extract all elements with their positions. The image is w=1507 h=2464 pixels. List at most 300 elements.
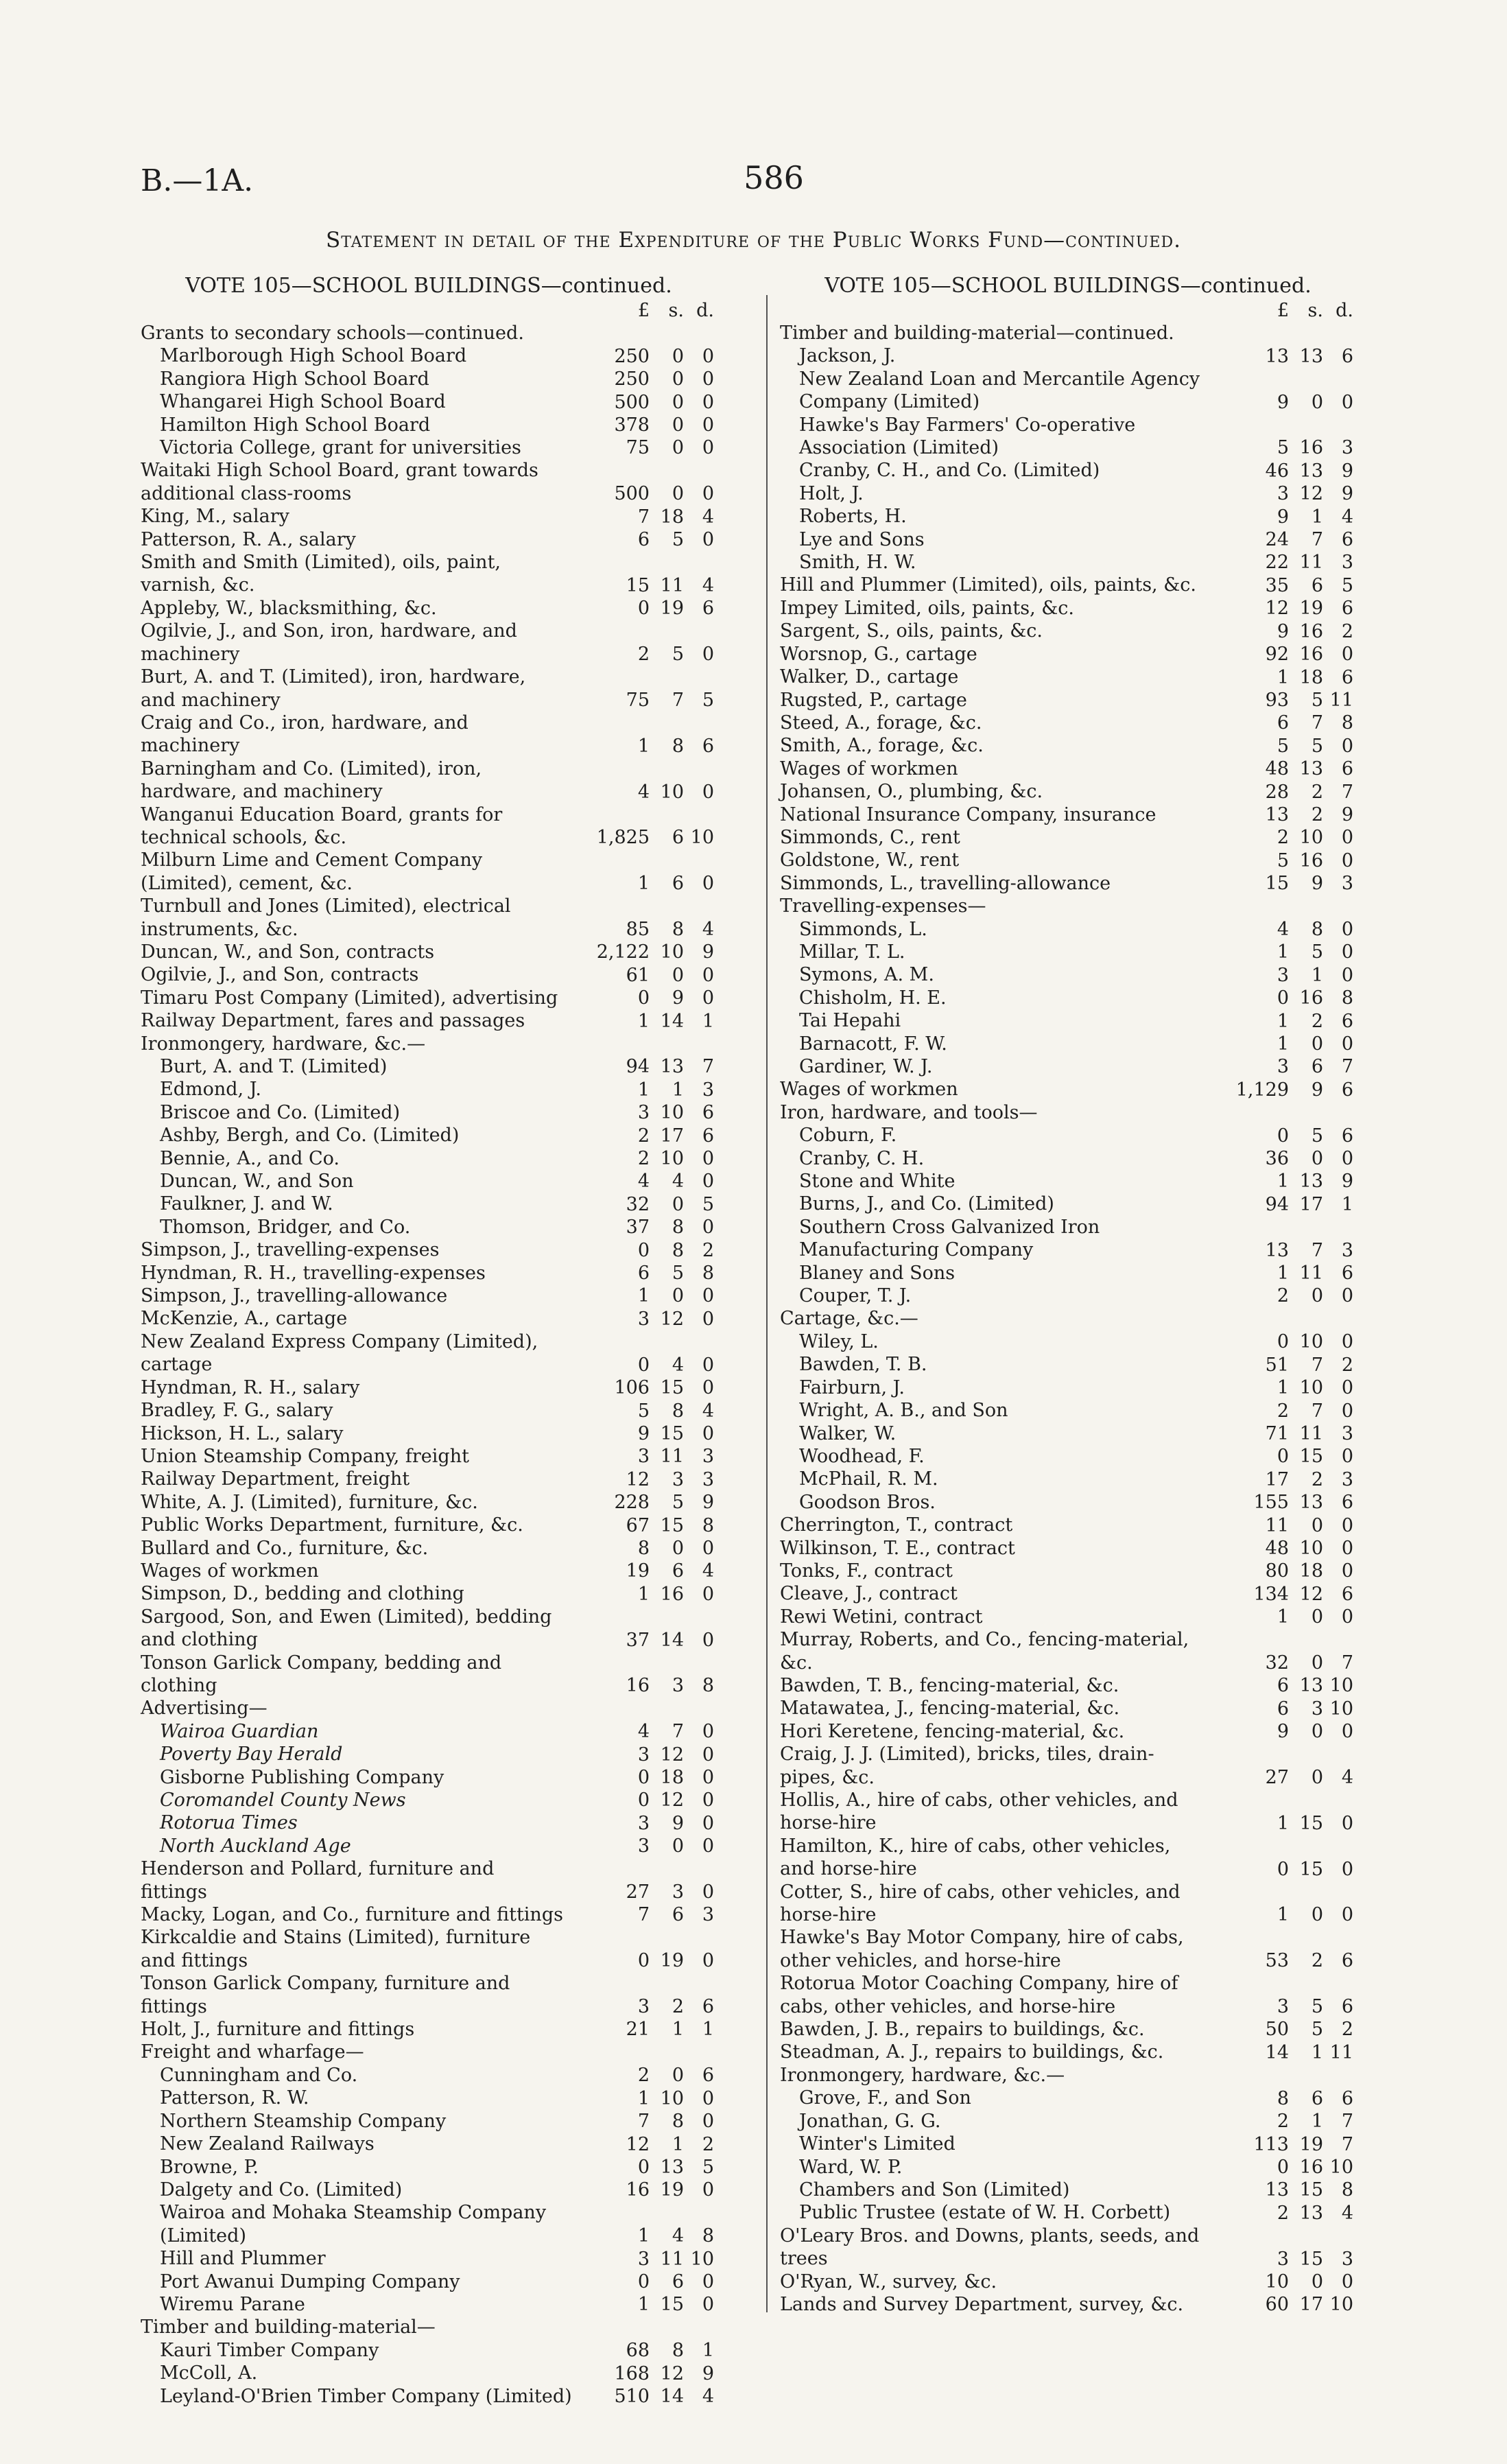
entry-amount — [1212, 1766, 1356, 1789]
amount-shillings: 10 — [660, 1148, 684, 1170]
ledger-entry — [780, 826, 1356, 849]
amount-pounds: 228 — [614, 1492, 650, 1514]
entry-amount — [1212, 987, 1356, 1009]
amount-shillings: 15 — [1299, 1446, 1323, 1468]
entry-description: Jackson, J. — [799, 345, 896, 367]
amount-pounds: 94 — [626, 1056, 650, 1078]
entry-amount — [1212, 1491, 1356, 1514]
entry-description: Roberts, H. — [799, 506, 907, 528]
amount-pence: 4 — [1341, 1767, 1353, 1788]
amount-pounds: 1 — [637, 1583, 650, 1605]
entry-amount — [573, 391, 717, 414]
entry-amount — [1212, 2202, 1356, 2225]
entry-amount — [573, 781, 717, 803]
amount-shillings: 18 — [660, 506, 684, 528]
ledger-entry — [780, 780, 1356, 803]
amount-pounds: 7 — [637, 2111, 650, 2133]
entry-amount — [573, 918, 717, 941]
ledger-entry — [141, 1560, 717, 1582]
amount-shillings: 17 — [1299, 2294, 1323, 2316]
entry-description: Steadman, A. J., repairs to buildings, &c. — [780, 2041, 1164, 2063]
ledger-entry — [780, 1078, 1356, 1101]
document-code: B.—1A. — [141, 163, 254, 198]
amount-shillings: 2 — [1311, 1950, 1323, 1972]
ledger-entry — [141, 1009, 717, 1032]
entry-description: Dalgety and Co. (Limited) — [160, 2179, 403, 2201]
entry-description: Barnacott, F. W. — [799, 1033, 947, 1055]
amount-pence: 0 — [702, 1881, 714, 1903]
ledger-entry — [141, 2133, 717, 2155]
amount-shillings: 10 — [1299, 1331, 1323, 1353]
ledger-entry — [780, 1468, 1356, 1490]
shillings-header: s. — [668, 300, 684, 321]
entry-amount — [1212, 597, 1356, 620]
ledger-entry — [141, 2156, 717, 2179]
entry-description: Railway Department, fares and passages — [141, 1010, 525, 1032]
ledger-entry — [141, 987, 717, 1009]
amount-pounds: 1 — [637, 735, 650, 757]
entry-description: Faulkner, J. and W. — [160, 1193, 333, 1215]
amount-shillings: 13 — [1299, 758, 1323, 780]
amount-pounds: 3 — [637, 1102, 650, 1124]
amount-pounds: 71 — [1265, 1422, 1289, 1444]
entry-description: Whangarei High School Board — [160, 391, 446, 413]
amount-shillings: 0 — [1311, 1033, 1323, 1055]
amount-pounds: 1 — [637, 1285, 650, 1307]
amount-pounds: 67 — [626, 1514, 650, 1536]
ledger-entry — [141, 390, 717, 413]
entry-description: Sargent, S., oils, paints, &c. — [780, 620, 1043, 642]
entry-amount — [1212, 1995, 1356, 2018]
entry-description: Walker, D., cartage — [780, 666, 959, 688]
amount-pence: 4 — [702, 1560, 714, 1582]
entry-amount — [1212, 322, 1356, 344]
amount-shillings: 14 — [660, 2385, 684, 2407]
amount-pounds: 35 — [1265, 574, 1289, 596]
ledger-entry — [141, 1835, 717, 1857]
ledger-entry — [780, 528, 1356, 551]
amount-shillings: 0 — [672, 1537, 684, 1559]
amount-shillings: 8 — [672, 918, 684, 940]
entry-description: Union Steamship Company, freight — [141, 1445, 469, 1467]
amount-pounds: 3 — [637, 1812, 650, 1834]
entry-amount — [1212, 666, 1356, 689]
ledger-entry — [780, 963, 1356, 986]
amount-pounds: 61 — [626, 964, 650, 986]
entry-amount — [573, 1376, 717, 1399]
entry-amount — [1212, 1376, 1356, 1399]
amount-pence: 9 — [702, 1492, 714, 1514]
entry-description: Sargood, Son, and Ewen (Limited), bedding and clothing — [141, 1606, 552, 1651]
ledger-entry — [780, 895, 1356, 917]
amount-shillings: 5 — [672, 1492, 684, 1514]
entry-description: Chambers and Son (Limited) — [799, 2179, 1070, 2201]
amount-pence: 0 — [1341, 1514, 1353, 1536]
amount-pounds: 378 — [614, 414, 650, 436]
ledger-entry — [141, 1491, 717, 1514]
amount-pounds: 16 — [626, 1675, 650, 1697]
entry-description: Briscoe and Co. (Limited) — [160, 1101, 401, 1123]
amount-pounds: 75 — [626, 689, 650, 711]
amount-pounds: 6 — [1277, 712, 1289, 734]
amount-pounds: 46 — [1265, 460, 1289, 482]
entry-description: Stone and White — [799, 1171, 956, 1193]
entry-amount — [1212, 574, 1356, 597]
amount-pence: 4 — [702, 506, 714, 528]
entry-amount — [1212, 1330, 1356, 1353]
amount-pounds: 16 — [626, 2179, 650, 2201]
amount-shillings: 15 — [660, 1377, 684, 1399]
ledger-entry — [141, 895, 717, 941]
amount-pounds: 4 — [637, 781, 650, 803]
entry-description: Cleave, J., contract — [780, 1583, 958, 1605]
amount-shillings: 0 — [672, 964, 684, 986]
amount-shillings: 11 — [660, 574, 684, 596]
ledger-entry — [141, 849, 717, 895]
amount-pence: 0 — [702, 2179, 714, 2201]
entry-description: Rugsted, P., cartage — [780, 689, 967, 711]
amount-pence: 0 — [702, 1308, 714, 1330]
ledger-entry — [141, 758, 717, 803]
entry-description: Northern Steamship Company — [160, 2110, 447, 2132]
ledger-entry — [780, 2018, 1356, 2041]
entry-description: Wages of workmen — [780, 758, 958, 779]
ledger-entry — [780, 551, 1356, 574]
entry-amount — [1212, 1858, 1356, 1881]
entry-amount — [1212, 1010, 1356, 1033]
ledger-entry — [141, 2339, 717, 2362]
amount-pence: 6 — [702, 1102, 714, 1124]
amount-pounds: 19 — [626, 1560, 650, 1582]
amount-shillings: 1 — [1311, 506, 1323, 528]
entry-amount — [573, 964, 717, 987]
amount-pence: 0 — [1341, 1721, 1353, 1743]
entry-description: Wages of workmen — [141, 1560, 319, 1582]
ledger-entry — [141, 1055, 717, 1078]
entry-description: Hill and Plummer (Limited), oils, paints, &c. — [780, 574, 1196, 596]
amount-pounds: 13 — [1265, 803, 1289, 825]
entry-description: Hawke's Bay Motor Company, hire of cabs, other vehicles, and horse-hire — [780, 1927, 1184, 1971]
amount-shillings: 13 — [1299, 1171, 1323, 1193]
amount-pence: 9 — [702, 2362, 714, 2384]
amount-shillings: 4 — [672, 1354, 684, 1376]
entry-description: Grove, F., and Son — [799, 2087, 971, 2109]
ledger-entry — [141, 963, 717, 986]
entry-amount — [573, 1949, 717, 1972]
amount-pounds: 1 — [637, 2087, 650, 2109]
ledger-entry — [141, 1468, 717, 1490]
amount-shillings: 10 — [1299, 1377, 1323, 1399]
entry-amount — [1212, 1903, 1356, 1926]
entry-description: Hori Keretene, fencing-material, &c. — [780, 1720, 1125, 1742]
amount-pence: 0 — [702, 1217, 714, 1239]
page-number: 586 — [744, 159, 804, 196]
ledger-entry — [141, 1720, 717, 1743]
amount-pounds: 27 — [1265, 1767, 1289, 1788]
entry-amount — [1212, 941, 1356, 963]
entry-amount — [573, 2271, 717, 2293]
entry-description: Smith, A., forage, &c. — [780, 735, 984, 757]
amount-shillings: 14 — [660, 1629, 684, 1651]
amount-pence: 6 — [702, 2065, 714, 2087]
amount-pounds: 134 — [1253, 1583, 1289, 1605]
amount-pounds: 92 — [1265, 644, 1289, 666]
ledger-entry — [780, 643, 1356, 666]
amount-pence: 3 — [702, 1904, 714, 1926]
amount-pounds: 1 — [1277, 1263, 1289, 1284]
entry-description: Browne, P. — [160, 2156, 259, 2178]
entry-description: Hamilton, K., hire of cabs, other vehicles, and horse-hire — [780, 1835, 1171, 1880]
vote-heading: VOTE 105—SCHOOL BUILDINGS—continued. — [185, 274, 672, 298]
entry-amount — [1212, 1949, 1356, 1972]
entry-amount — [573, 2316, 717, 2339]
entry-description: Holt, J. — [799, 482, 864, 504]
ledger-entry — [780, 482, 1356, 505]
amount-shillings: 13 — [1299, 2202, 1323, 2224]
amount-shillings: 12 — [660, 2362, 684, 2384]
entry-amount — [573, 2293, 717, 2316]
pence-header: d. — [696, 300, 714, 321]
ledger-entry — [141, 1262, 717, 1284]
ledger-entry — [141, 1216, 717, 1239]
amount-pounds: 0 — [637, 598, 650, 620]
ledger-entry — [780, 1697, 1356, 1720]
amount-shillings: 12 — [1299, 483, 1323, 505]
amount-pounds: 0 — [637, 1950, 650, 1972]
amount-shillings: 15 — [1299, 2179, 1323, 2201]
amount-shillings: 0 — [672, 1193, 684, 1215]
entry-amount — [573, 1308, 717, 1330]
entry-amount — [1212, 1422, 1356, 1445]
ledger-entry — [780, 666, 1356, 688]
amount-shillings: 8 — [672, 2340, 684, 2362]
amount-pounds: 1 — [637, 2294, 650, 2316]
ledger-entry — [780, 1262, 1356, 1284]
entry-amount — [1212, 1583, 1356, 1606]
ledger-entry — [141, 2064, 717, 2087]
ledger-entry — [780, 1376, 1356, 1399]
entry-amount — [1212, 460, 1356, 482]
amount-pounds: 13 — [1265, 2179, 1289, 2201]
amount-shillings: 7 — [1311, 529, 1323, 551]
amount-pence: 0 — [702, 414, 714, 436]
amount-shillings: 1 — [1311, 2041, 1323, 2063]
ledger-entry — [780, 414, 1356, 460]
amount-shillings: 13 — [660, 1056, 684, 1078]
amount-pounds: 0 — [637, 1354, 650, 1376]
amount-pence: 7 — [1341, 2111, 1353, 2133]
entry-amount — [573, 1147, 717, 1170]
entry-amount — [573, 1033, 717, 1055]
entry-amount — [573, 1079, 717, 1101]
amount-pounds: 6 — [1277, 1675, 1289, 1697]
amount-pounds: 50 — [1265, 2019, 1289, 2041]
shillings-header: s. — [1307, 300, 1323, 321]
amount-pence: 0 — [702, 529, 714, 551]
entry-amount — [573, 2362, 717, 2385]
entry-description: Turnbull and Jones (Limited), electrical instruments, &c. — [141, 895, 511, 940]
entry-description: McPhail, R. M. — [799, 1468, 938, 1490]
ledger-entry — [780, 803, 1356, 826]
entry-description: Ironmongery, hardware, &c.— — [780, 2064, 1065, 2086]
entry-amount — [573, 1720, 717, 1743]
entry-amount — [1212, 2110, 1356, 2133]
entry-amount — [1212, 918, 1356, 941]
amount-pence: 0 — [702, 368, 714, 390]
amount-pence: 0 — [1341, 1446, 1353, 1468]
amount-pounds: 1 — [637, 1079, 650, 1101]
entry-description: Duncan, W., and Son — [160, 1171, 354, 1193]
amount-pence: 7 — [702, 1056, 714, 1078]
entry-amount — [1212, 528, 1356, 551]
entry-amount — [1212, 1125, 1356, 1147]
amount-shillings: 10 — [1299, 827, 1323, 849]
entry-amount — [1212, 2041, 1356, 2064]
entry-description: Coburn, F. — [799, 1125, 897, 1147]
entry-amount — [1212, 1400, 1356, 1422]
ledger-entry — [780, 2041, 1356, 2063]
ledger-entry — [780, 2293, 1356, 2316]
ledger-entry — [780, 872, 1356, 895]
entry-amount — [1212, 1720, 1356, 1743]
amount-pounds: 3 — [1277, 1056, 1289, 1078]
amount-pence: 0 — [702, 1950, 714, 1972]
amount-pence: 0 — [702, 1767, 714, 1788]
ledger-entry — [780, 368, 1356, 414]
ledger-entry — [780, 1560, 1356, 1582]
amount-shillings: 12 — [660, 1790, 684, 1811]
entry-amount — [573, 1674, 717, 1697]
amount-pence: 0 — [702, 2111, 714, 2133]
amount-pounds: 1 — [1277, 941, 1289, 963]
ledger-entry — [141, 1284, 717, 1307]
amount-shillings: 13 — [1299, 1675, 1323, 1697]
statement-title: Statement in detail of the Expenditure of the Public Works Fund—continued. — [326, 228, 1181, 253]
amount-pounds: 9 — [1277, 391, 1289, 413]
amount-pounds: 5 — [637, 1400, 650, 1422]
amount-pounds: 32 — [1265, 1652, 1289, 1674]
entry-amount — [1212, 2156, 1356, 2179]
amount-shillings: 0 — [1311, 391, 1323, 413]
ledger-entry — [141, 1033, 717, 1055]
entry-description: New Zealand Loan and Mercantile Agency Company (Limited) — [799, 368, 1200, 413]
amount-shillings: 19 — [660, 1950, 684, 1972]
amount-shillings: 9 — [672, 1812, 684, 1834]
amount-pounds: 3 — [1277, 483, 1289, 505]
entry-description: Southern Cross Galvanized Iron Manufacturing Company — [799, 1216, 1100, 1261]
entry-description: Macky, Logan, and Co., furniture and fittings — [141, 1904, 563, 1926]
ledger-entry — [141, 803, 717, 849]
amount-shillings: 5 — [672, 1263, 684, 1284]
entry-description: Patterson, R. A., salary — [141, 528, 356, 550]
amount-shillings: 3 — [672, 1675, 684, 1697]
entry-description: Burt, A. and T. (Limited) — [160, 1056, 388, 1077]
entry-amount — [573, 322, 717, 344]
amount-pence: 6 — [1341, 1950, 1353, 1972]
entry-description: Leyland-O'Brien Timber Company (Limited) — [160, 2385, 572, 2407]
ledger-entry — [141, 941, 717, 963]
amount-pence: 10 — [1329, 1698, 1353, 1720]
amount-pence: 0 — [702, 644, 714, 666]
amount-pounds: 11 — [1265, 1514, 1289, 1536]
entry-description: Hyndman, R. H., salary — [141, 1376, 360, 1398]
amount-pence: 4 — [702, 2385, 714, 2407]
amount-pounds: 0 — [637, 1767, 650, 1788]
entry-amount — [573, 1354, 717, 1376]
currency-header — [780, 299, 1356, 322]
amount-shillings: 6 — [1311, 574, 1323, 596]
entry-description: Waitaki High School Board, grant towards additional class-rooms — [141, 460, 538, 504]
amount-shillings: 9 — [1311, 1079, 1323, 1101]
amount-shillings: 0 — [1311, 1721, 1323, 1743]
ledger-entry — [780, 734, 1356, 757]
amount-shillings: 0 — [672, 368, 684, 390]
entry-description: Timaru Post Company (Limited), advertising — [141, 987, 558, 1009]
amount-pounds: 0 — [1277, 987, 1289, 1009]
amount-pounds: 0 — [637, 1790, 650, 1811]
amount-shillings: 7 — [672, 689, 684, 711]
ledger-entry — [141, 1652, 717, 1698]
entry-amount — [573, 2064, 717, 2087]
ledger-entry — [141, 1239, 717, 1261]
amount-pounds: 93 — [1265, 689, 1289, 711]
entry-description: Cranby, C. H., and Co. (Limited) — [799, 460, 1100, 482]
ledger-entry — [141, 459, 717, 505]
amount-shillings: 6 — [672, 1904, 684, 1926]
amount-pence: 7 — [1341, 2133, 1353, 2155]
amount-pence: 0 — [702, 1790, 714, 1811]
amount-pence: 0 — [1341, 1331, 1353, 1353]
amount-pence: 2 — [702, 2133, 714, 2155]
entry-amount — [1212, 506, 1356, 528]
amount-pounds: 15 — [626, 574, 650, 596]
entry-amount — [1212, 436, 1356, 459]
entry-amount — [573, 1835, 717, 1857]
entry-amount — [573, 941, 717, 963]
entry-amount — [573, 643, 717, 666]
amount-shillings: 2 — [1311, 1010, 1323, 1032]
amount-shillings: 16 — [1299, 987, 1323, 1009]
entry-amount — [573, 414, 717, 436]
entry-amount — [1212, 620, 1356, 643]
entry-amount — [573, 872, 717, 895]
amount-pence: 7 — [1341, 1652, 1353, 1674]
amount-shillings: 5 — [1311, 1996, 1323, 2018]
ledger-entry — [141, 597, 717, 620]
amount-pence: 5 — [702, 689, 714, 711]
entry-amount — [573, 1445, 717, 1468]
amount-shillings: 13 — [1299, 345, 1323, 367]
entry-description: O'Leary Bros. and Downs, plants, seeds, and trees — [780, 2225, 1200, 2270]
ledger-entry — [141, 1582, 717, 1605]
entry-amount — [1212, 964, 1356, 987]
ledger-entry — [780, 712, 1356, 734]
amount-shillings: 19 — [660, 2179, 684, 2201]
ledger-entry — [141, 2385, 717, 2408]
amount-pounds: 0 — [1277, 1446, 1289, 1468]
amount-pence: 6 — [702, 735, 714, 757]
entry-description: Symons, A. M. — [799, 964, 934, 986]
amount-pence: 3 — [1341, 1468, 1353, 1490]
amount-pence: 2 — [702, 1239, 714, 1261]
entry-description: North Auckland Age — [160, 1835, 351, 1857]
entry-description: Tonson Garlick Company, furniture and fittings — [141, 1973, 510, 2017]
amount-shillings: 15 — [1299, 2248, 1323, 2270]
amount-pounds: 3 — [1277, 2248, 1289, 2270]
amount-pounds: 3 — [1277, 964, 1289, 986]
amount-shillings: 5 — [1311, 941, 1323, 963]
pence-header: d. — [1336, 300, 1353, 321]
